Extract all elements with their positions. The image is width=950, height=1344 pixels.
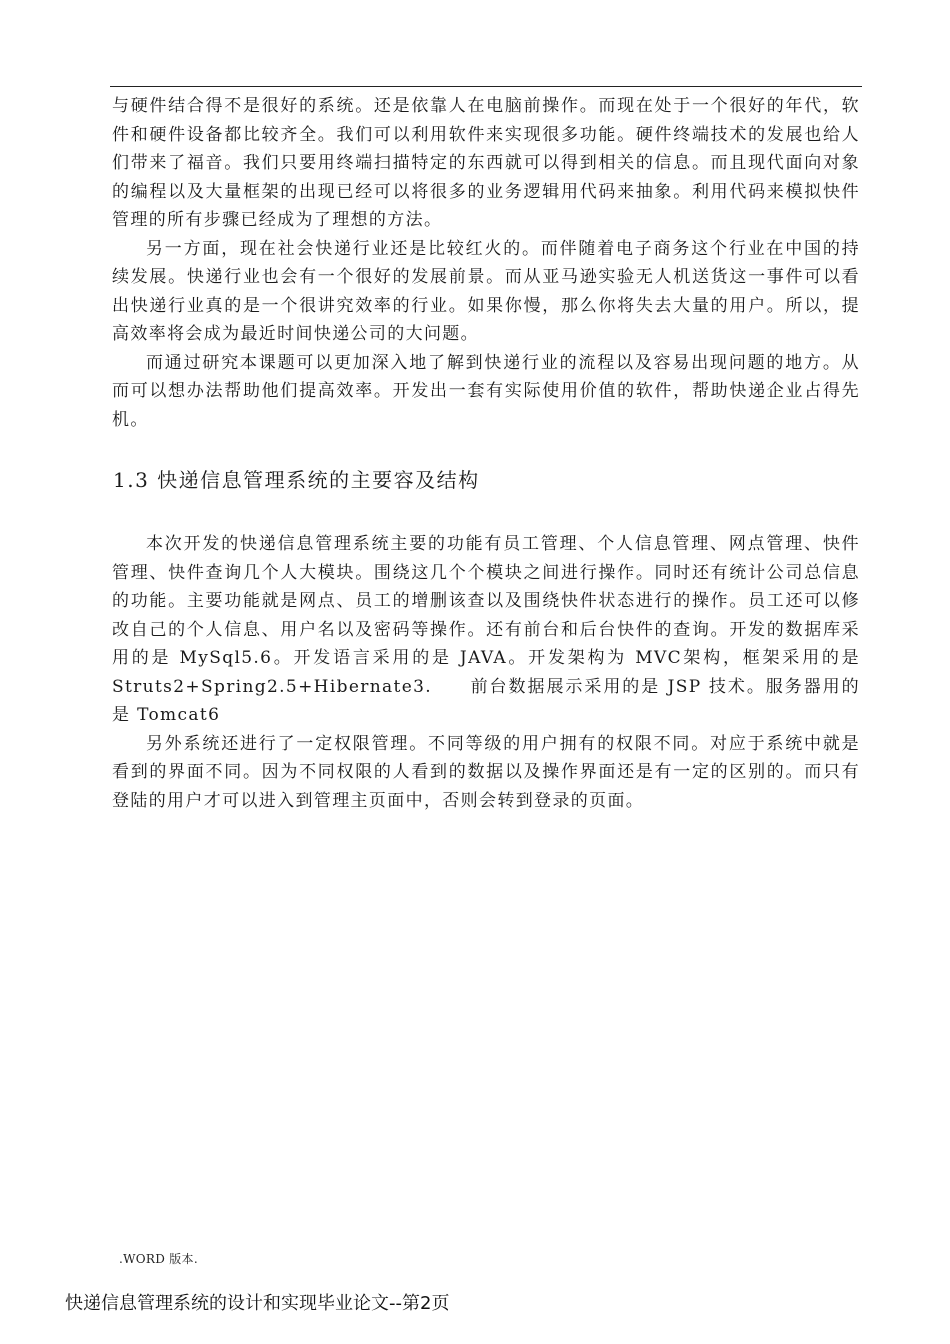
body-section-intro — [112, 92, 860, 434]
header-rule — [110, 86, 862, 87]
word-version-tag: .WORD 版本. — [119, 1252, 198, 1266]
body-paragraph: 另一方面，现在社会快递行业还是比较红火的。而伴随着电子商务这个行业在中国的持续发展。快递行业也会有一个很好的发展前景。而从亚马逊实验无人机送货这一事件可以看出快递行业真的是一个很讲究效率的行业。如果你慢，那么你将失去大量的用户。所以，提高效率将会成为最近时间快递公司的大问题。 — [112, 238, 860, 344]
body-paragraph: 与硬件结合得不是很好的系统。还是依靠人在电脑前操作。而现在处于一个很好的年代，软件和硬件设备都比较齐全。我们可以利用软件来实现很多功能。硬件终端技术的发展也给人们带来了福音。我们只要用终端扫描特定的东西就可以得到相关的信息。而且现代面向对象的编程以及大量框架的出现已经可以将很多的业务逻辑用代码来抽象。利用代码来模拟快件管理的所有步骤已经成为了理想的方法。 — [112, 96, 860, 230]
document-title-footer: 快递信息管理系统的设计和实现毕业论文--第2页 — [65, 1293, 450, 1314]
body-paragraph: 本次开发的快递信息管理系统主要的功能有员工管理、个人信息管理、网点管理、快件管理、快件查询几个人大模块。围绕这几个个模块之间进行操作。同时还有统计公司总信息的功能。主要功能就是网点、员工的增删该查以及围绕快件状态进行的操作。员工还可以修改自己的个人信息、用户名以及密码等操作。还有前台和后台快件的查询。开发的数据库采用的是 MySql5.6。开发语言采用的是 JAVA。开发架构为 MVC架构，框架采用的是 Struts2+Spring2.5+Hibernate3. 前台数据展示采用的是 JSP 技术。服务器用的是 Tomcat6 — [112, 534, 860, 725]
body-section-structure — [112, 530, 860, 815]
body-paragraph: 另外系统还进行了一定权限管理。不同等级的用户拥有的权限不同。对应于系统中就是看到的界面不同。因为不同权限的人看到的数据以及操作界面还是有一定的区别的。而只有登陆的用户才可以进入到管理主页面中，否则会转到登录的页面。 — [112, 733, 860, 811]
body-paragraph: 而通过研究本课题可以更加深入地了解到快递行业的流程以及容易出现问题的地方。从而可以想办法帮助他们提高效率。开发出一套有实际使用价值的软件，帮助快递企业占得先机。 — [112, 352, 860, 430]
section-heading: 1.3 快递信息管理系统的主要容及结构 — [113, 468, 480, 492]
